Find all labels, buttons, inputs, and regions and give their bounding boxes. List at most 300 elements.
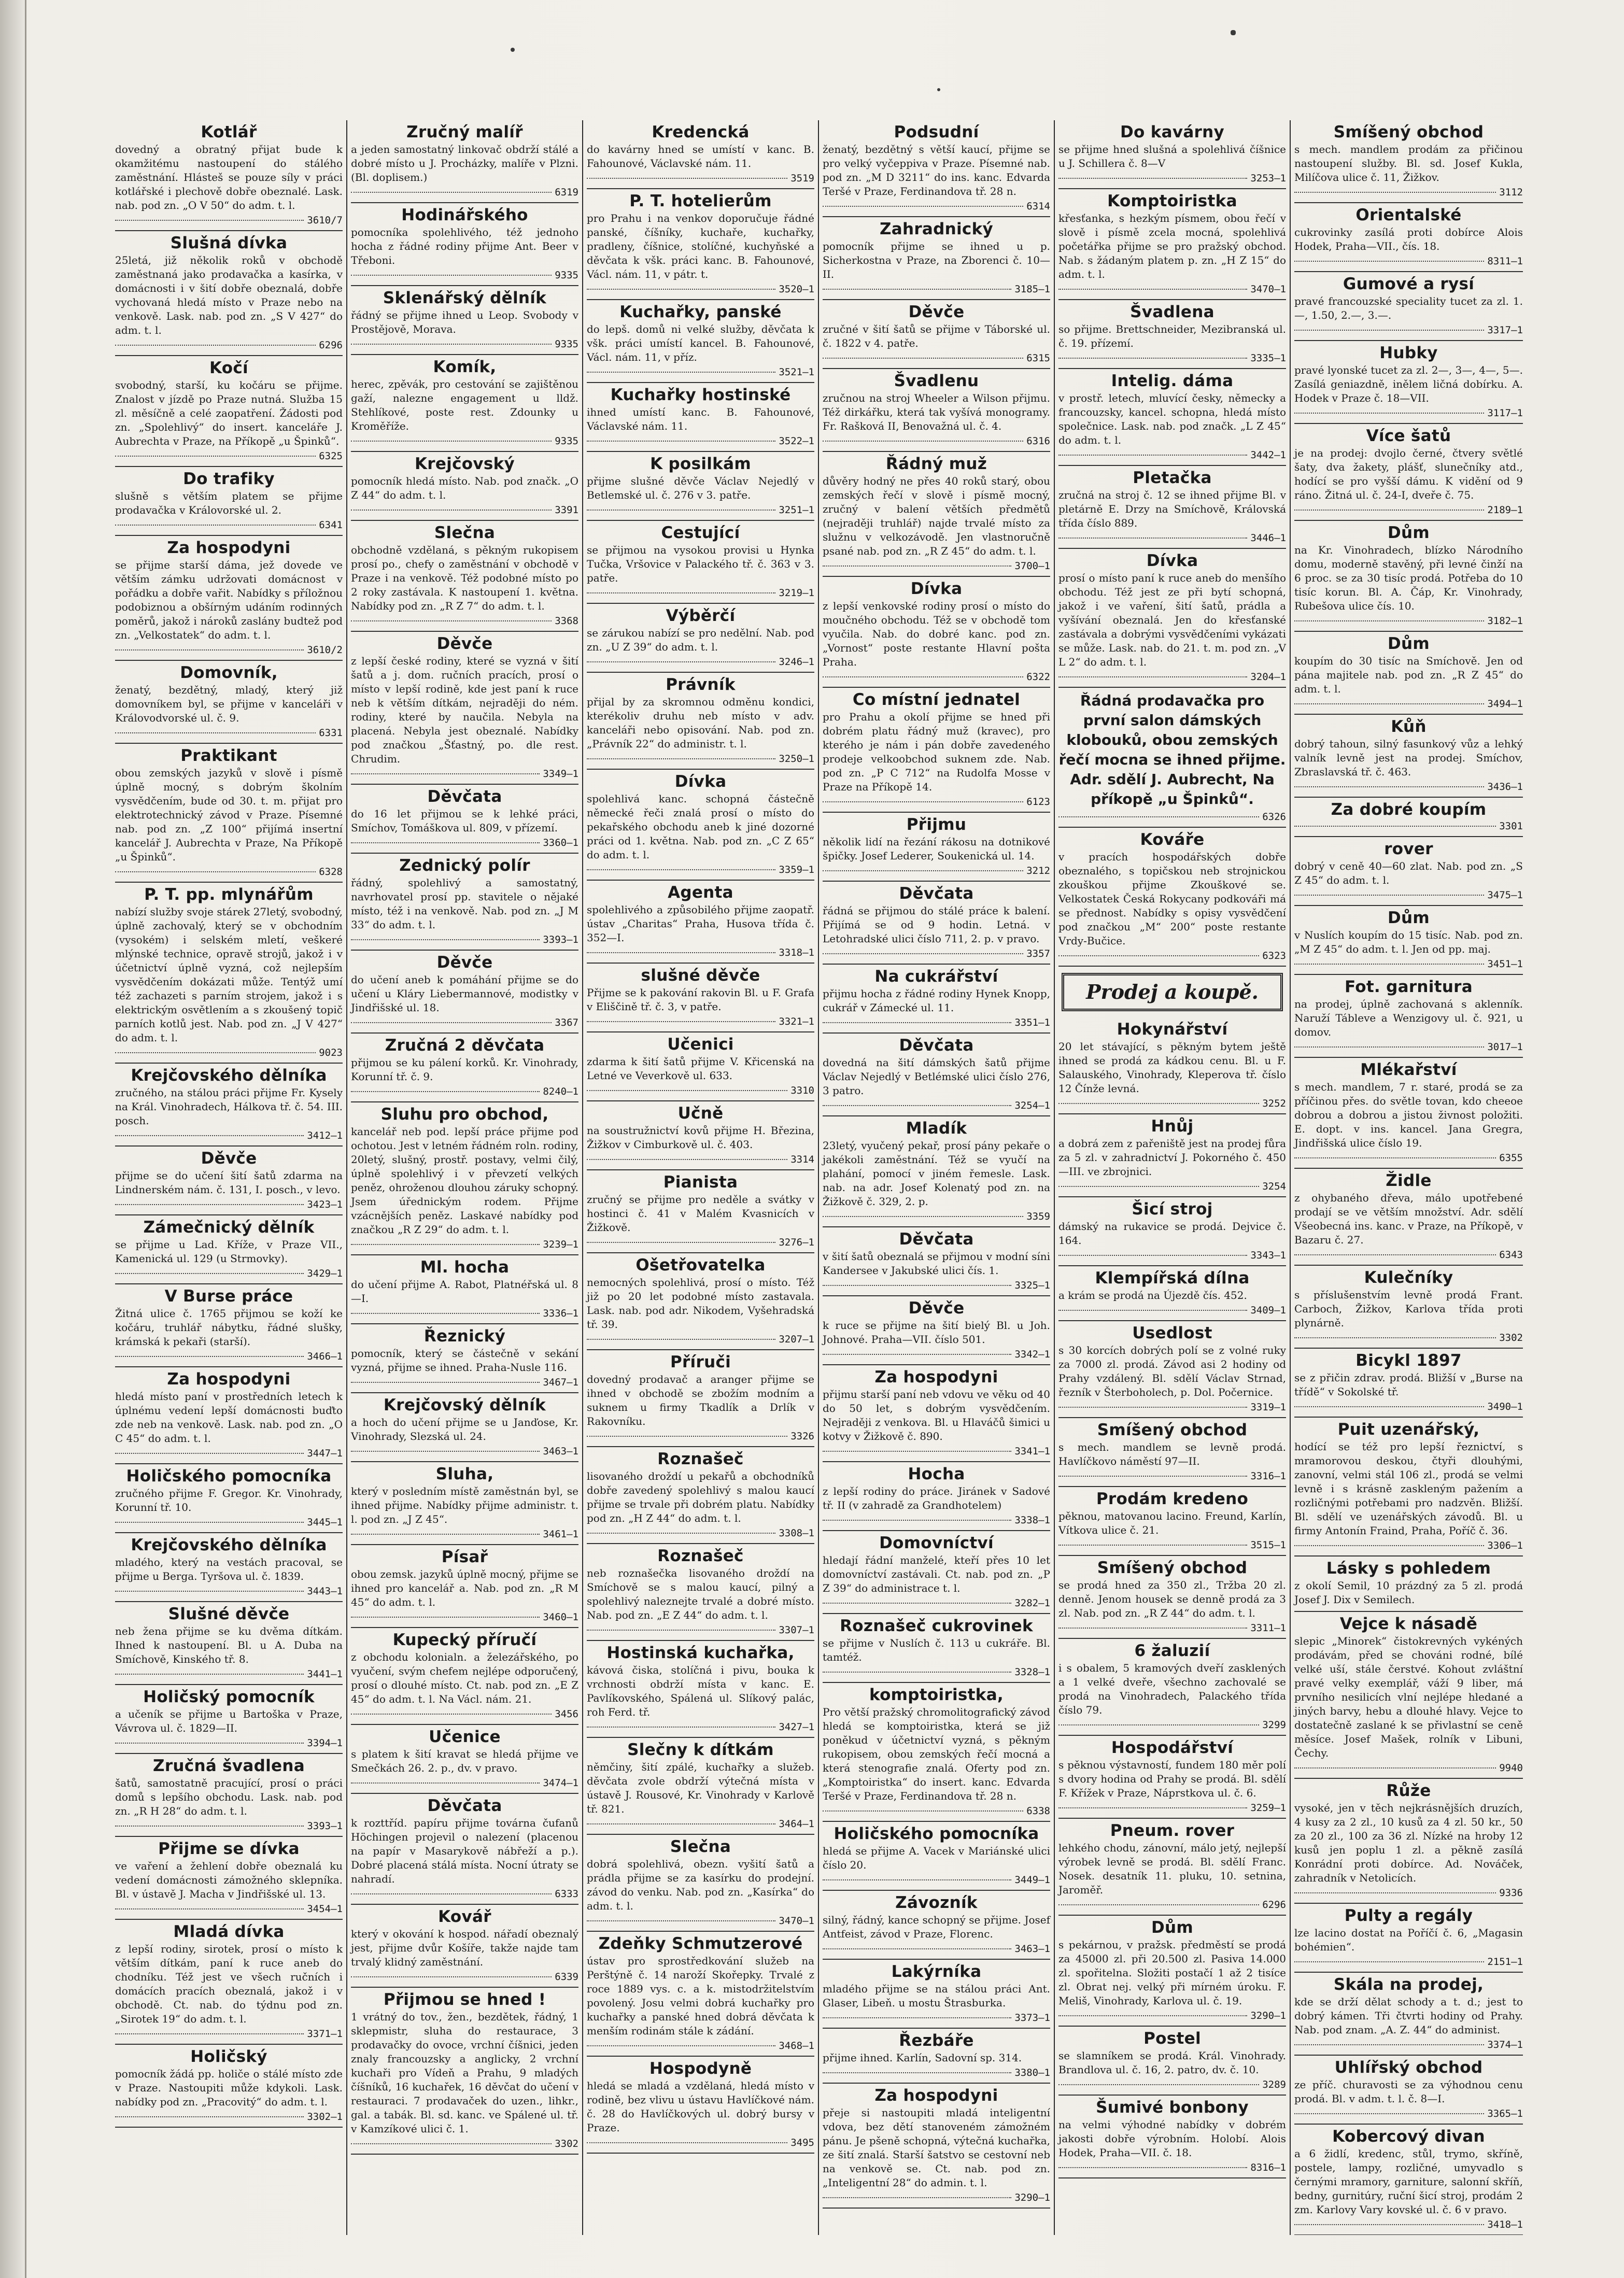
ad-reference-row (351, 1446, 578, 1457)
ad-heading: Hospodyně (649, 2059, 752, 2078)
ad-body: se přijme v Nuslích č. 113 u cukráře. Bl. tamtéž. (823, 1637, 1050, 1663)
ad-body: dámský na rukavice se prodá. Dejvice č. 164. (1058, 1220, 1286, 1247)
ad-body: se zárukou nabízí se pro nedělní. Nab. pod zn. „U Z 39“ do adm. t. l. (587, 627, 814, 653)
ad-heading: Hospodářství (1111, 1738, 1234, 1757)
ad-heading: Kuchařky hostinské (610, 386, 791, 404)
ad-body: hodící se též pro lepší řeznictví, s mramorovou deskou, čtyři dlouhými, zanovní, velmi stál 106 zl., prodá se velmi levně i s krásně zaskleným pažením a rozličnými potřebami pro nadzvěn. Bližší. Bl. sdělí ve uzenářských závodů. Bl. u firmy Antonín Fraind, Praha, Poříč č. 36. (1294, 1440, 1523, 1537)
classified-ad (587, 2057, 814, 2154)
ad-heading: K posilkám (650, 455, 751, 473)
ad-body: v šití šatů obeznalá se přijmou v modní síni Kandersee v Jakubské ulici čís. 1. (823, 1250, 1050, 1277)
ad-reference-row (115, 1903, 343, 1915)
ad-reference-row (1058, 1470, 1286, 1482)
ad-reference-number: 6326 (1262, 811, 1286, 823)
leader-dots (1058, 2084, 1259, 2085)
ad-reference-number: 3463—1 (543, 1446, 578, 1457)
ad-reference-row (587, 753, 814, 765)
ad-body: hledají řádní manželé, kteří přes 10 let domovníctví zastávali. Ct. nab. pod zn. „P Z 39“ do administrace t. l. (823, 1554, 1050, 1594)
leader-dots (1058, 1310, 1247, 1311)
ad-reference-row (351, 270, 578, 281)
ad-body: Pro větší pražský chromolitografický závod hledá se komptoiristka, která se již poněkud v účetnictví vyzná, s pěkným rukopisem, obou zemských řečí mocná a která stenografie znalá. Oferty pod zn. „Komptoiristka“ do insert. kanc. Edvarda Teršé v Praze, Ferdinandova tř. 28 n. (823, 1706, 1050, 1802)
ad-reference-row (1294, 1762, 1523, 1774)
leader-dots (1058, 955, 1259, 956)
ad-heading: Kováře (1140, 830, 1205, 849)
ad-heading: Gumové a rysí (1343, 275, 1475, 293)
ad-body: nemocných spolehlivá, prosí o místo. Též již po 20 let podobné místo zastavala. Lask. nab. pod adr. Nikodem, Vyšehradská tř. 39. (587, 1276, 814, 1331)
ad-reference-row (351, 837, 578, 848)
classified-ad (351, 1462, 578, 1545)
leader-dots (351, 1617, 540, 1618)
classified-ad (351, 452, 578, 521)
leader-dots (587, 372, 775, 373)
classified-ad (351, 203, 578, 286)
ad-reference-number: 3610/7 (307, 215, 343, 226)
ad-reference-row (351, 435, 578, 447)
classified-ad (587, 881, 814, 964)
classified-ad (115, 661, 343, 744)
ad-reference-number: 3464—1 (779, 1818, 814, 1830)
leader-dots (351, 939, 540, 940)
ad-heading: Krejčovského dělníka (131, 1536, 327, 1554)
ad-body: a krám se prodá na Újezdě čís. 452. (1058, 1289, 1247, 1301)
classified-ad (1058, 1639, 1286, 1736)
classified-ad (351, 632, 578, 785)
ad-reference-number: 3302 (555, 2138, 578, 2149)
ad-reference-number: 3445—1 (307, 1517, 343, 1528)
ad-heading: Šumivé bonbony (1096, 2098, 1249, 2117)
classified-ad (115, 1837, 343, 1920)
ad-reference-number: 9336 (1499, 1887, 1523, 1899)
ad-reference-number: 2151—1 (1487, 1956, 1523, 1968)
ad-heading: Cestující (661, 523, 740, 542)
ad-reference-number: 3326 (790, 1431, 814, 1442)
ad-heading: Pianista (663, 1173, 738, 1192)
ad-body: mladého, který na vestách pracoval, se přijme u Berga. Tyršova ul. č. 1839. (115, 1556, 343, 1582)
ad-heading: Roznašeč (657, 1547, 744, 1565)
ad-body: s pěknou výstavností, fundem 180 měr polí s dvory hodina od Prahy se prodá. Bl. sdělí F. Křížek v Praze, Náprstkova ul. č. 6. (1058, 1759, 1286, 1799)
ad-reference-number: 3219—1 (779, 587, 814, 599)
ad-reference-row (587, 1818, 814, 1830)
classified-ad (587, 1032, 814, 1101)
classified-ad (1058, 1556, 1286, 1639)
ad-body: křesťanka, s hezkým písmem, obou řečí v slově i písmě zcela mocná, spolehlivá početářka přijme se pro pražský obchod. Nab. s žádaným platem p. zn. „H Z 15“ do adm. t. l. (1058, 212, 1286, 280)
ad-reference-row (351, 338, 578, 350)
ad-body: pomocník hledá místo. Nab. pod značk. „O Z 44“ do adm. t. l. (351, 475, 578, 501)
classified-ad (115, 1754, 343, 1837)
ad-reference-row (1294, 1887, 1523, 1899)
ad-heading: Praktikant (180, 746, 277, 765)
classified-ad (1294, 1612, 1523, 1779)
ad-reference-row (1058, 1402, 1286, 1413)
ad-reference-number: 3468—1 (779, 2040, 814, 2051)
ad-reference-row (351, 615, 578, 627)
ad-reference-number: 6319 (555, 187, 578, 198)
classified-ad (115, 1533, 343, 1602)
leader-dots (115, 1826, 304, 1827)
ad-reference-number: 8311—1 (1487, 256, 1523, 267)
ad-reference-row (587, 1085, 814, 1096)
ad-reference-number: 3470—1 (1250, 284, 1286, 295)
ad-reference-row (1058, 1802, 1286, 1814)
column-4 (819, 120, 1055, 2235)
leader-dots (1058, 1255, 1247, 1256)
ad-heading: Fot. garnitura (1345, 978, 1473, 996)
ad-heading: Za hospodyni (167, 539, 291, 557)
ad-reference-row (1058, 2079, 1286, 2090)
ad-heading: Podsudní (894, 123, 979, 142)
ad-reference-number: 3301 (1499, 820, 1523, 832)
ad-reference-row (115, 1820, 343, 1832)
leader-dots (1058, 178, 1247, 179)
ad-reference-row (1294, 2039, 1523, 2050)
ad-reference-number: 8240—1 (543, 1086, 578, 1097)
ad-reference-number: 6325 (319, 450, 343, 462)
ad-reference-number: 3521—1 (779, 366, 814, 378)
ad-reference-row (1294, 2108, 1523, 2119)
ink-speck (1231, 30, 1236, 35)
ad-body: hledá se mladá a vzdělaná, hledá místo v rodině, bez vlivu u ústavu Havlíčkové nám. č. 28 do Havlíčkových ul. dobrý bursy v Praze. (587, 2079, 814, 2134)
classified-ad (587, 1447, 814, 1544)
ad-reference-number: 3182—1 (1487, 615, 1523, 627)
ad-heading: Příruči (670, 1353, 731, 1371)
leader-dots (823, 1520, 1011, 1521)
ad-heading: Do kavárny (1120, 123, 1225, 142)
ad-reference-row (351, 1017, 578, 1028)
ad-body: Přijme se k pakování rakovin Bl. u F. Grafa v Eliščině tř. č. 3, v patře. (587, 986, 814, 1013)
ad-reference-row (823, 1349, 1050, 1360)
ad-heading: Kovář (438, 1907, 491, 1926)
leader-dots (823, 1451, 1011, 1452)
ad-heading: Švadlena (1130, 303, 1215, 321)
ad-reference-number: 3470—1 (779, 1915, 814, 1927)
classified-ad (823, 1365, 1050, 1462)
classified-ad (823, 217, 1050, 300)
ad-reference-row (823, 948, 1050, 959)
ad-body: řádný, spolehlivý a samostatný, navrhovatel prosí pp. stavitele o nějaké místo, též i na venkově. Nab. pod zn. „J M 33“ do adm. t. l. (351, 876, 578, 931)
classified-ad (115, 744, 343, 883)
ad-reference-row (1294, 504, 1523, 516)
classified-ad (1058, 1819, 1286, 1916)
ad-heading: Děvčata (427, 787, 502, 806)
ad-heading: 6 žaluzií (1134, 1642, 1210, 1660)
ad-reference-row (351, 768, 578, 780)
leader-dots (823, 1285, 1011, 1286)
classified-ad (1294, 1058, 1523, 1169)
ad-reference-number: 3467—1 (543, 1377, 578, 1388)
ad-body: na Kr. Vinohradech, blízko Národního domu, moderně stavěný, při levné činží na 6 proc. se za 30 tisíc prodá. Potřeba do 10 tisíc korun. Bl. A. Čáp, Kr. Vinohrady, Rubešova ulice čís. 10. (1294, 544, 1523, 612)
ad-reference-number: 3418—1 (1487, 2219, 1523, 2230)
leader-dots (1058, 289, 1247, 290)
ad-reference-row (1058, 1539, 1286, 1551)
ad-reference-row (351, 504, 578, 516)
classified-ad (823, 1296, 1050, 1365)
classified-ad (587, 1835, 814, 1932)
ad-reference-number: 9335 (555, 270, 578, 281)
ad-reference-row (351, 934, 578, 945)
leader-dots (1058, 1904, 1259, 1905)
ad-heading: Zdeňky Schmutzerové (598, 1934, 803, 1953)
leader-dots (1294, 826, 1496, 827)
classified-ad (587, 964, 814, 1032)
ad-reference-row (587, 504, 814, 516)
ad-heading: Komík, (433, 358, 497, 376)
ad-body: lze lacino dostat na Poříčí č. 6, „Magasin bohémien“. (1294, 1927, 1523, 1953)
leader-dots (351, 1451, 540, 1452)
ad-body: se přijmou na vysokou provisi u Hynka Tučka, Vršovice v Palackého tř. č. 363 v 3. patře. (587, 544, 814, 584)
leader-dots (587, 510, 775, 511)
ad-heading: komptoiristka, (869, 1686, 1004, 1704)
ad-reference-row (351, 1971, 578, 1983)
ad-reference-row (1058, 1305, 1286, 1316)
ad-body: důvěry hodný ne přes 40 roků starý, obou zemských řečí v slově i písmě mocný, zručný v balení větších předmětů (nejraději truhlář) najde trvalé místo za služnu v velkozávodě. Jen vlastnoručně psané nab. pod zn. „R Z 45“ do adm. t. l. (823, 475, 1050, 557)
ad-reference-number: 3316—1 (1250, 1470, 1286, 1482)
ad-reference-row (1058, 1719, 1286, 1731)
ad-heading: Dům (1387, 523, 1430, 542)
ad-body: pomocník žádá pp. holiče o stálé místo zde v Praze. Nastoupiti může kdykoli. Lask. nabídky pod zn. „Pracovitý“ do adm. t. l. (115, 2068, 343, 2108)
leader-dots (587, 758, 775, 759)
leader-dots (587, 1727, 775, 1728)
classified-ad (351, 854, 578, 951)
ad-heading: slušné děvče (641, 966, 760, 985)
classified-ad (115, 467, 343, 536)
ad-reference-row (823, 1446, 1050, 1457)
ad-body: neb roznašečka lisovaného droždí na Smíchově se s malou kaucí, pilný a spolehlivý naleznejte trvalé a dobré místo. Nab. pod zn. „E Z 44“ do adm. t. l. (587, 1567, 814, 1621)
ad-body: s 30 korcích dobrých polí se z volné ruky za 7000 zl. prodá. Závod asi 2 hodiny od Prahy vzdálený. Bl. sdělí Václav Strnad, řezník v Šterboholech, p. Dol. Počernice. (1058, 1344, 1286, 1398)
classified-ad (351, 785, 578, 854)
ad-heading: Kočí (209, 359, 248, 377)
ad-reference-row (823, 1211, 1050, 1222)
ad-reference-number: 3495 (790, 2137, 814, 2148)
classified-ad (351, 1905, 578, 1988)
leader-dots (1294, 1545, 1484, 1546)
ad-heading: Klempířská dílna (1095, 1269, 1250, 1287)
classified-ad (1294, 1904, 1523, 1973)
ad-body: zdarma k šití šatů přijme V. Křicenská na Letné ve Veverkově ul. 633. (587, 1055, 814, 1082)
ad-reference-row (587, 366, 814, 378)
ad-reference-number: 3302 (1499, 1332, 1523, 1343)
ad-reference-number: 3519 (790, 173, 814, 184)
ad-heading: Dívka (1146, 551, 1198, 570)
ad-reference-number: 3341—1 (1014, 1446, 1050, 1457)
ad-reference-row (115, 2028, 343, 2040)
ad-reference-row (1058, 2162, 1286, 2173)
ad-heading: Za hospodyni (167, 1370, 291, 1389)
ad-body: se přijme starší dáma, jež dovede ve větším zámku udržovati domácnost v pořádku a dobře vařit. Nabídky s příložnou podobiznou a obšírným udáním rodinných poměrů, jakož i nároků zaslány budtež pod zn. „Velkostatek“ do adm. t. l. (115, 559, 343, 641)
ad-body: přeje si nastoupiti mladá inteligentní vdova, bez dětí stanoveném zámožném pánu. Je pšeně schopná, výtečná kuchařka, ze šití znalá. Starší šatstvo se cestovní neb na venkově se. Ct. nab. pod zn. „Inteligentní 28“ do admin. t. l. (823, 2106, 1050, 2189)
ad-reference-number: 3456 (555, 1708, 578, 1720)
leader-dots (823, 801, 1023, 802)
ad-heading: rover (1384, 840, 1433, 858)
leader-dots (823, 289, 1011, 290)
leader-dots (115, 1273, 304, 1274)
ad-body: šatů, samostatně pracující, prosí o práci domů s lepšího obchodu. Lask. nab. pod zn. „R H 28“ do adm. t. l. (115, 1777, 343, 1817)
leader-dots (1058, 2015, 1247, 2016)
ad-reference-number: 3357 (1026, 948, 1050, 959)
ad-reference-number: 9335 (555, 435, 578, 447)
ad-reference-number: 3349—1 (543, 768, 578, 780)
leader-dots (115, 649, 304, 650)
ad-reference-number: 6314 (1026, 201, 1050, 212)
ad-reference-row (351, 1777, 578, 1789)
leader-dots (1294, 1892, 1496, 1893)
ad-reference-row (115, 866, 343, 878)
ad-body: z lepší rodiny do práce. Jiránek v Sadové tř. II (v zahradě za Grandhotelem) (823, 1485, 1050, 1511)
ad-body: obchodně vzdělaná, s pěkným rukopisem prosí po., chefy o zaměstnání v obchodě v Praze i na venkově. Též podobné místo po 2 roky zastávala. K nastoupení 1. května. Nabídky pod zn. „R Z 7“ do adm. t. l. (351, 544, 578, 612)
ad-reference-number: 3325—1 (1014, 1280, 1050, 1291)
ad-reference-row (1294, 324, 1523, 336)
ad-heading: Orientalské (1355, 206, 1462, 224)
ad-body: slušně s větším platem se přijme prodavačka v Královorské ul. 2. (115, 490, 343, 516)
ad-body: spolehlivého a způsobilého přijme zaopatř. ústav „Charitas“ Praha, Husova třída č. 352—I. (587, 903, 814, 944)
leader-dots (823, 1810, 1023, 1812)
ad-body: lehkého chodu, zánovní, málo jetý, nejlepší výrobek levně se prodá. Bl. sdělí Franc. Nosek. desatník 11. pluku, 10. setnina, Jaroměř. (1058, 1842, 1286, 1896)
ad-reference-number: 3319—1 (1250, 1402, 1286, 1413)
ad-reference-row (823, 1805, 1050, 1817)
classified-ad (1058, 466, 1286, 549)
ad-body: se přijme u Lad. Kříže, v Praze VII., Kamenická ul. 129 (u Strmovky). (115, 1238, 343, 1265)
ad-body: z ohybaného dřeva, málo upotřebené prodají se ve větším množství. Adr. sdělí Všeobecná ins. kanc. v Praze, na Příkopě, v Bazaru č. 27. (1294, 1192, 1523, 1246)
ad-reference-number: 3360—1 (543, 837, 578, 848)
ad-reference-number: 3290—1 (1014, 2192, 1050, 2203)
leader-dots (351, 275, 552, 276)
leader-dots (115, 345, 316, 346)
classified-ad (115, 1215, 343, 1284)
ad-heading: Děvče (436, 953, 493, 972)
leader-dots (1058, 1103, 1259, 1104)
ad-reference-number: 3311—1 (1250, 1622, 1286, 1634)
ad-heading: Řádný muž (885, 455, 987, 473)
ad-reference-number: 6338 (1026, 1805, 1050, 1817)
ad-heading: Zámečnický dělník (143, 1218, 315, 1237)
classified-ad (1294, 1266, 1523, 1349)
leader-dots (823, 1354, 1011, 1355)
ad-reference-row (1294, 256, 1523, 267)
ad-reference-row (1058, 532, 1286, 544)
ad-reference-row (115, 1586, 343, 1597)
ad-reference-number: 6355 (1499, 1152, 1523, 1164)
classified-ad (115, 1064, 343, 1147)
ad-reference-row (823, 1515, 1050, 1526)
leader-dots (1294, 192, 1496, 193)
ad-heading: Slušná dívka (170, 234, 288, 252)
classified-ad (1058, 369, 1286, 466)
leader-dots (587, 952, 775, 953)
ad-reference-number: 3342—1 (1014, 1349, 1050, 1360)
classified-ad (1058, 1418, 1286, 1487)
classified-ad (1294, 837, 1523, 906)
classified-ad (1058, 1487, 1286, 1556)
classified-ad (351, 120, 578, 203)
ad-reference-number: 3310 (790, 1085, 814, 1096)
leader-dots (823, 206, 1023, 207)
ad-reference-number: 2189—1 (1487, 504, 1523, 516)
classified-ad (1294, 798, 1523, 837)
classified-ad (1058, 120, 1286, 189)
ad-body: je na prodej: dvojlo černé, čtvery světlé šaty, dva žakety, plášť, slunečníky atd., hodící se pro vyšší dámu. K vidění od 9 ráno. Žitná ul. č. 24-I, dveře č. 75. (1294, 447, 1523, 501)
ad-reference-row (1294, 1956, 1523, 1968)
leader-dots (351, 2143, 552, 2144)
leader-dots (1058, 1545, 1247, 1546)
leader-dots (1294, 703, 1484, 704)
classified-ad (823, 1891, 1050, 1960)
ad-heading: Dům (1151, 1918, 1193, 1937)
leader-dots (587, 441, 775, 442)
ad-heading: Komptoiristka (1107, 192, 1237, 210)
leader-dots (351, 510, 552, 511)
ad-heading: Smíšený obchod (1097, 1559, 1248, 1577)
ad-body: k ruce se přijme na šití bielý Bl. u Joh. Johnové. Praha—VII. číslo 501. (823, 1319, 1050, 1346)
ad-reference-number: 3412—1 (307, 1130, 343, 1141)
leader-dots (587, 1339, 775, 1340)
ad-reference-row (351, 187, 578, 198)
ad-reference-number: 3380—1 (1014, 2067, 1050, 2078)
ad-body: a jeden samostatný linkovač obdrží stálé a dobré místo u J. Procházky, malíře v Plzni. (Bl. doplisem.) (351, 143, 578, 183)
leader-dots (1294, 620, 1484, 621)
ad-body: v prostř. letech, mluvící česky, německy a francouzsky, kancel. schopna, hledá místo společnice. Lask. nab. pod značk. „L Z 45“ do adm. t. l. (1058, 392, 1286, 446)
ad-body: kávová čiska, stolíčná i pivu, bouka k vrchnosti obdrží místa v kanc. E. Pavlíkovského, Spálená ul. Slíkový palác, roh Ferd. tř. (587, 1664, 814, 1718)
ad-body: přijme ihned. Karlín, Sadovní sp. 314. (823, 2051, 1022, 2064)
ad-reference-number: 3436—1 (1487, 781, 1523, 793)
classified-ad (1058, 1197, 1286, 1266)
ad-heading: Holičského pomocníka (834, 1824, 1039, 1843)
classified-ad (1294, 1349, 1523, 1418)
ad-reference-row (587, 2137, 814, 2148)
ad-heading: Řezbáře (899, 2031, 974, 2050)
ad-reference-number: 3335—1 (1250, 352, 1286, 364)
ad-heading: Slečna (670, 1837, 731, 1856)
ad-body: na prodej, úplně zachovaná s aklenník. Naruží Tábleve a Wenzigovy ul. č. 921, u domov. (1294, 998, 1523, 1038)
ad-reference-number: 3185—1 (1014, 284, 1050, 295)
page-binding-edge (0, 0, 26, 2278)
ad-heading: Děvče (436, 634, 493, 653)
classified-ad (1294, 424, 1523, 521)
ad-reference-number: 3308—1 (779, 1527, 814, 1539)
ad-reference-number: 3302—1 (307, 2111, 343, 2123)
leader-dots (1294, 1767, 1496, 1768)
ad-body: se prodá hned za 350 zl., Tržba 20 zl. denně. Jenom housek se denně prodá za 3 zl. Nab. pod zn. „R Z 44“ do adm. t. l. (1058, 1579, 1286, 1619)
ad-reference-number: 3423—1 (307, 1199, 343, 1210)
leader-dots (587, 592, 775, 593)
classified-ad (115, 1602, 343, 1685)
leader-dots (1058, 676, 1247, 677)
ad-reference-number: 3391 (555, 504, 578, 516)
classified-ad (587, 300, 814, 383)
classified-ad (351, 1725, 578, 1794)
ad-heading: Vejce k násadě (1339, 1615, 1478, 1633)
ad-body: pomocník, který se částečně v sekání vyzná, přijme se ihned. Praha-Nusle 116. (351, 1347, 578, 1374)
ad-reference-number: 3449—1 (1014, 1874, 1050, 1886)
classified-ad (823, 813, 1050, 882)
classified-ad (823, 1960, 1050, 2029)
ad-body: ústav pro sprostředkování služeb na Perštýně č. 14 naroží Skořepky. Trvalé z roce 1889 vys. c. a k. mistodržitelstvím povolený. Josu velmi dobrá kuchařky pro kuchařky a panské hned dobrá děvčata k menším rodinám stále k zádání. (587, 1955, 814, 2037)
ad-body: přijme slušné děvče Václav Nejedlý v Betlemské ul. č. 276 v 3. patře. (587, 475, 814, 501)
leader-dots (1294, 2113, 1484, 2114)
ad-heading: Kupecký příručí (392, 1631, 537, 1649)
leader-dots (1058, 1186, 1259, 1187)
classified-ad (1294, 272, 1523, 341)
leader-dots (351, 1313, 540, 1314)
leader-dots (1058, 1724, 1259, 1725)
leader-dots (351, 1714, 552, 1715)
ad-reference-row (587, 284, 814, 295)
classified-ad (1058, 2027, 1286, 2096)
classified-ad (823, 120, 1050, 217)
leader-dots (351, 1893, 552, 1894)
ad-reference-number: 3212 (1026, 865, 1050, 876)
ad-reference-row (1294, 1041, 1523, 1053)
ad-reference-number: 3427—1 (779, 1721, 814, 1733)
ad-reference-number: 3239—1 (543, 1239, 578, 1250)
ad-body: dovedný prodavač a aranger přijme se ihned v obchodě se zbožím modním a suknem u firmy Tkadlík a Drlík v Rakovníku. (587, 1373, 814, 1427)
